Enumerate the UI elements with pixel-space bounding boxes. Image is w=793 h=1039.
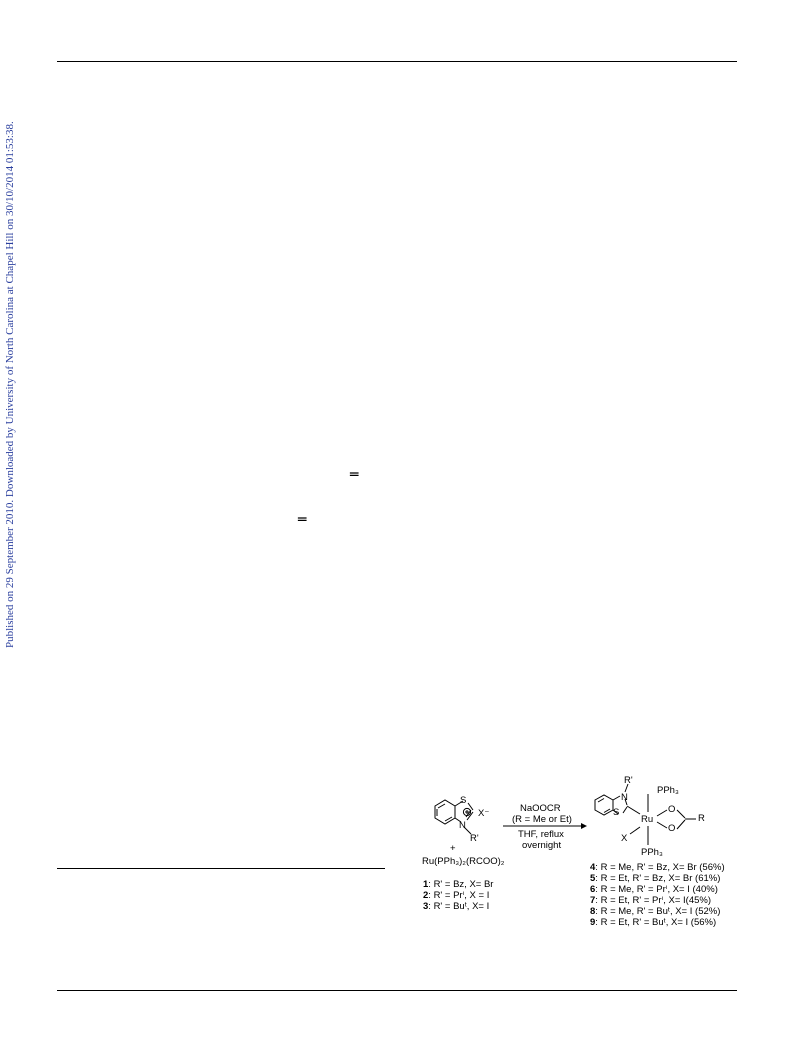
product-entry: 5: R = Et, R' = Bz, X= Br (61%)	[590, 873, 721, 884]
condition-r-definition: (R = Me or Et)	[512, 814, 572, 825]
product-entry: 6: R = Me, R' = Prⁱ, X= I (40%)	[590, 884, 718, 895]
product-entry: 7: R = Et, R' = Prⁱ, X= I(45%)	[590, 895, 711, 906]
counterion-label: X⁻	[478, 808, 490, 819]
plus-sign: +	[450, 843, 456, 854]
ruthenium-reagent: Ru(PPh₃)₂(RCOO)₂	[422, 856, 505, 867]
footer-rule	[57, 990, 737, 991]
condition-solvent: THF, reflux	[518, 829, 564, 840]
reactant-entry: 3: R' = Buᵗ, X= I	[423, 901, 490, 912]
ruthenium-label: Ru	[641, 814, 654, 825]
product-entry: 4: R = Me, R' = Bz, X= Br (56%)	[590, 862, 725, 873]
pph3-bottom-label: PPh₃	[641, 847, 663, 858]
download-watermark: Published on 29 September 2010. Downloaded by University of North Carolina at Chapel Hill on 30/10/2014 01:53:38.	[4, 121, 16, 648]
reactant-entry: 2: R' = Prⁱ, X = I	[423, 890, 490, 901]
r-group-label: R	[698, 813, 705, 824]
footnote-rule	[57, 868, 385, 869]
r-prime-label: R'	[470, 833, 479, 844]
oxygen-label: O	[668, 823, 676, 834]
reactant-entry: 1: R' = Bz, X= Br	[423, 879, 494, 890]
product-r-prime-label: R'	[624, 775, 633, 786]
nitrogen-label: N	[459, 820, 466, 831]
pph3-top-label: PPh₃	[657, 785, 679, 796]
double-bond-mark: ═	[298, 512, 307, 528]
oxygen-label: O	[668, 804, 676, 815]
product-nitrogen-label: N	[621, 792, 628, 803]
product-entry: 8: R = Me, R' = Buᵗ, X= I (52%)	[590, 906, 721, 917]
reaction-scheme	[415, 772, 745, 942]
sulfur-label: S	[460, 795, 467, 806]
condition-reagent: NaOOCR	[520, 803, 561, 814]
condition-time: overnight	[522, 840, 562, 851]
product-sulfur-label: S	[613, 807, 620, 818]
double-bond-mark: ═	[350, 467, 359, 483]
product-entry: 9: R = Et, R' = Buᵗ, X= I (56%)	[590, 917, 717, 928]
halide-label: X	[621, 833, 628, 844]
header-rule	[57, 61, 737, 62]
